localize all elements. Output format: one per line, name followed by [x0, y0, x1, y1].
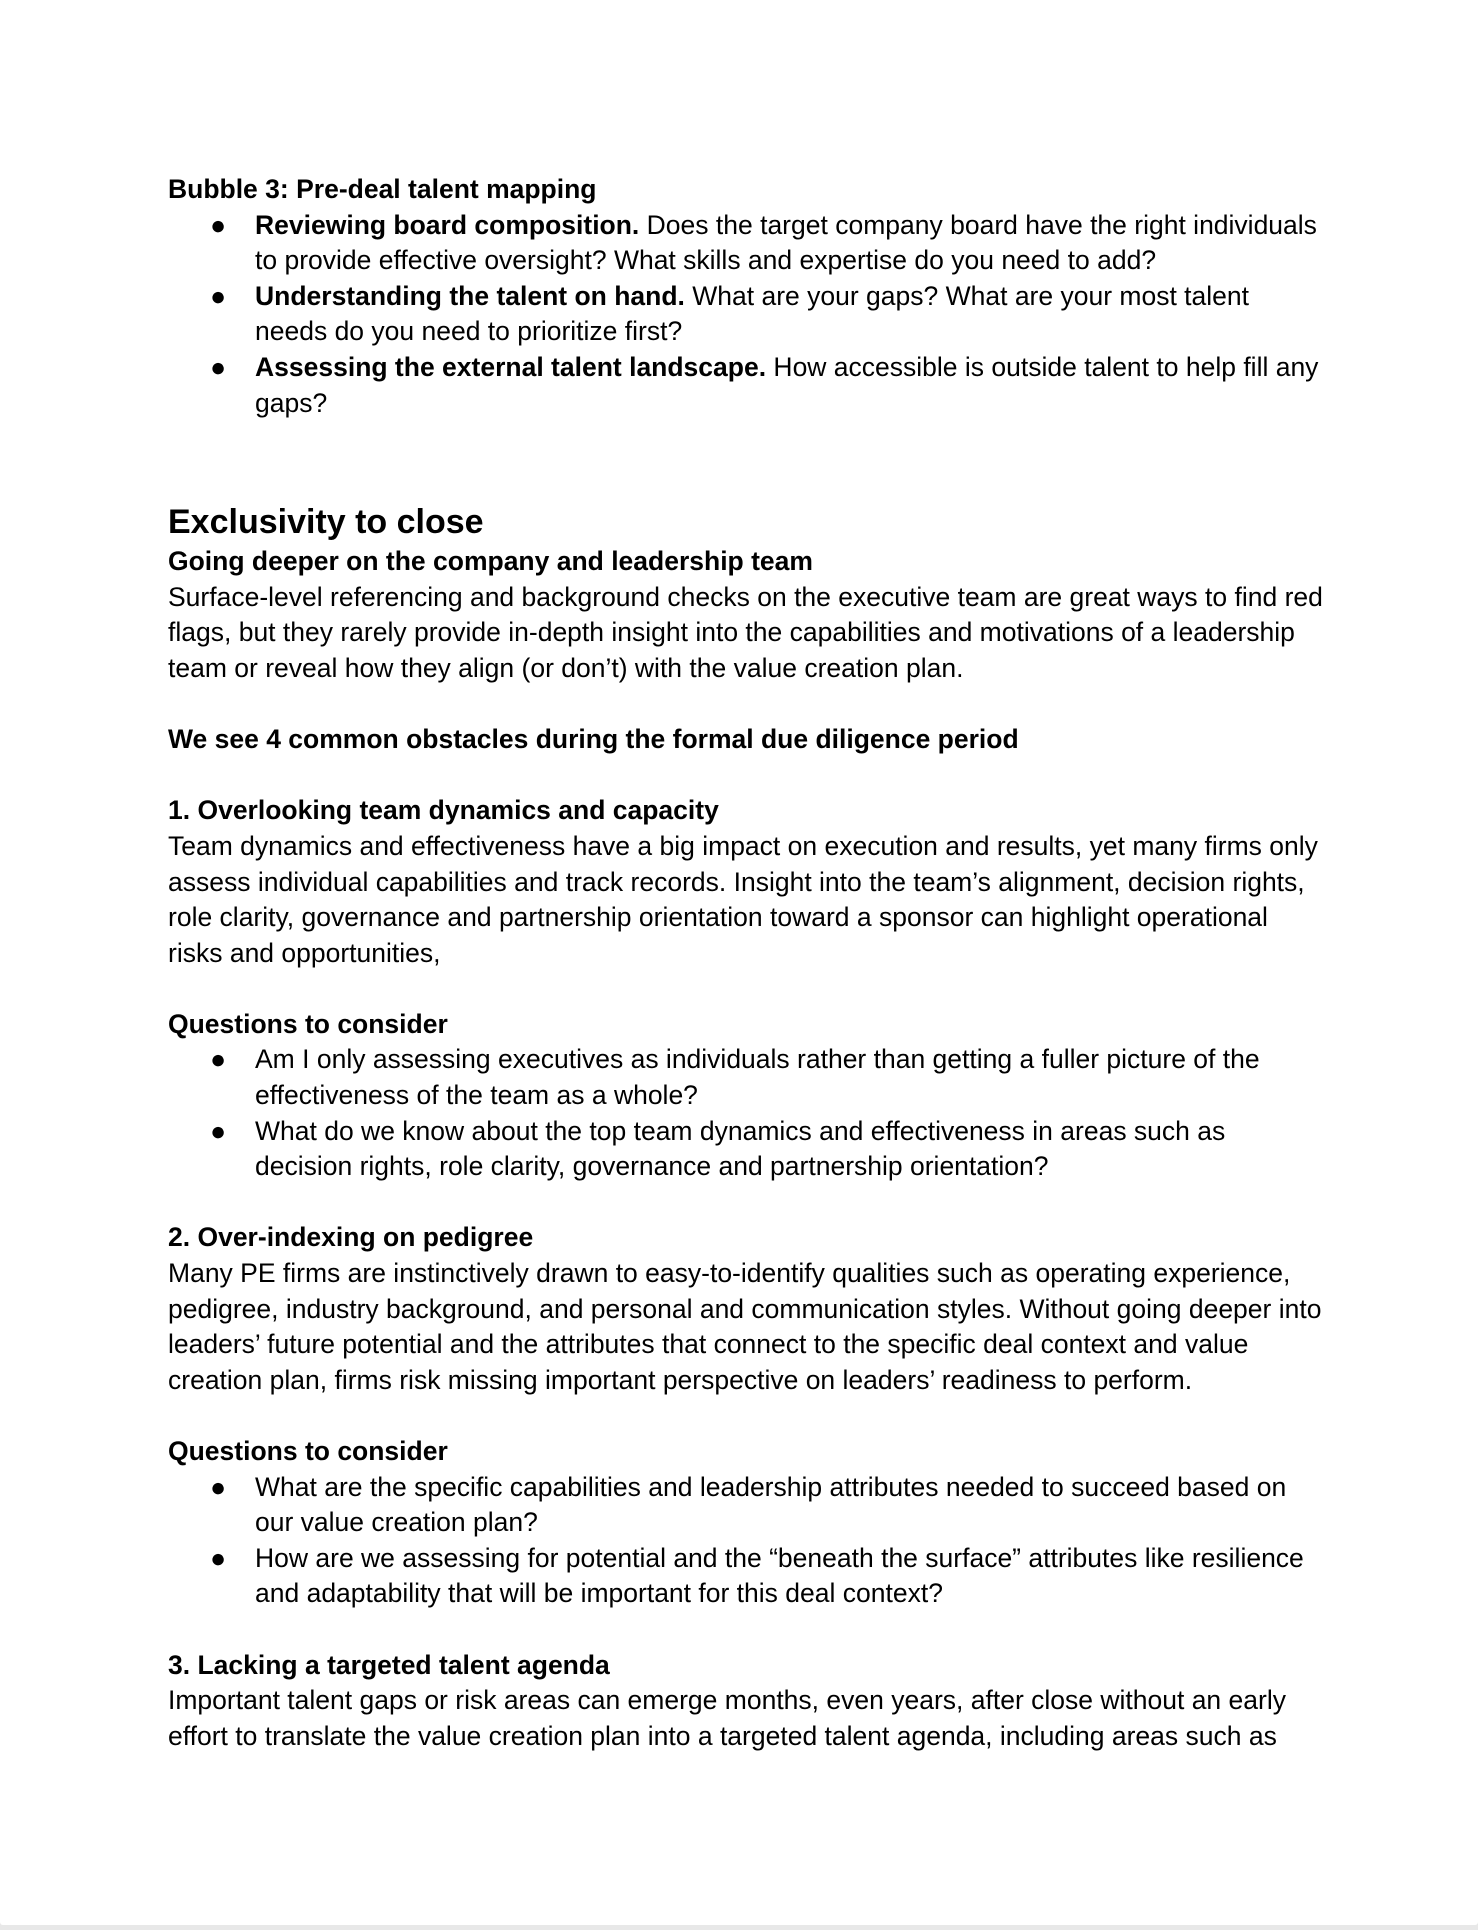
list-item: [168, 279, 1328, 350]
bubble3-list: [168, 208, 1328, 422]
obstacle-3-body: Important talent gaps or risk areas can emerge months, even years, after close without an early effort to translate the value creation plan into a targeted talent agenda, including areas such as: [168, 1685, 1286, 1751]
bullet-icon: ●: [210, 1542, 227, 1573]
list-item: [168, 350, 1328, 421]
obstacle-3-heading: 3. Lacking a targeted talent agenda: [168, 1649, 610, 1680]
obstacle-1-body: Team dynamics and effectiveness have a big impact on execution and results, yet many firms only assess individual capabilities and track records. Insight into the team’s alignment, decision rights, role clarity, governance and partnership orientation toward a sponsor can highlight operational risks and opportunities,: [168, 830, 1318, 968]
obstacle-2-questions: [168, 1470, 1328, 1612]
list-item-lead: Assessing the external talent landscape.: [255, 351, 767, 382]
bubble3-heading: Bubble 3: Pre-deal talent mapping: [168, 174, 597, 204]
section-title: Exclusivity to close: [168, 503, 484, 542]
list-item-text: How accessible is outside talent to help fill any gaps?: [255, 351, 1319, 418]
section-subheading: Going deeper on the company and leadership team: [168, 546, 813, 577]
obstacle-1-questions: [168, 1042, 1328, 1184]
bullet-icon: ●: [210, 1044, 227, 1075]
document-content: [168, 172, 1328, 1754]
bullet-icon: ●: [210, 1471, 227, 1502]
list-item: [168, 1470, 1328, 1541]
list-item-text: Does the target company board have the right individuals to provide effective oversight? What skills and expertise do you need to add?: [255, 209, 1317, 276]
question-text: How are we assessing for potential and the “beneath the surface” attributes like resilience and adaptability that will be important for this deal context?: [255, 1542, 1304, 1609]
obstacle-2-body: Many PE firms are instinctively drawn to easy-to-identify qualities such as operating experience, pedigree, industry background, and personal and communication styles. Without going deeper into leaders’ future potential and the attributes that connect to the specific deal context and value creation plan, firms risk missing important perspective on leaders’ readiness to perform.: [168, 1258, 1322, 1395]
bullet-icon: ●: [210, 209, 227, 240]
question-text: What are the specific capabilities and leadership attributes needed to succeed based on our value creation plan?: [255, 1471, 1287, 1538]
section-intro: Surface-level referencing and background checks on the executive team are great ways to find red flags, but they rarely provide in-depth insight into the capabilities and motivations of a leadership team or reveal how they align (or don’t) with the value creation plan.: [168, 581, 1323, 683]
bullet-icon: ●: [210, 280, 227, 311]
obstacle-2-questions-heading: Questions to consider: [168, 1436, 448, 1466]
obstacles-heading: We see 4 common obstacles during the formal due diligence period: [168, 724, 1019, 755]
obstacle-1-questions-heading: Questions to consider: [168, 1008, 448, 1039]
question-text: What do we know about the top team dynamics and effectiveness in areas such as decision rights, role clarity, governance and partnership orientation?: [255, 1115, 1226, 1182]
list-item-text: What are your gaps? What are your most talent needs do you need to prioritize first?: [255, 280, 1250, 347]
question-text: Am I only assessing executives as individuals rather than getting a fuller picture of the effectiveness of the team as a whole?: [255, 1044, 1260, 1111]
obstacle-2-heading: 2. Over-indexing on pedigree: [168, 1222, 534, 1253]
bullet-icon: ●: [210, 1115, 227, 1146]
list-item: [168, 1042, 1328, 1113]
list-item: [168, 1541, 1328, 1612]
obstacle-1-heading: 1. Overlooking team dynamics and capacity: [168, 795, 719, 826]
bullet-icon: ●: [210, 351, 227, 382]
list-item: [168, 208, 1328, 279]
list-item-lead: Reviewing board composition.: [255, 209, 640, 240]
list-item-lead: Understanding the talent on hand.: [255, 280, 685, 311]
list-item: [168, 1114, 1328, 1185]
